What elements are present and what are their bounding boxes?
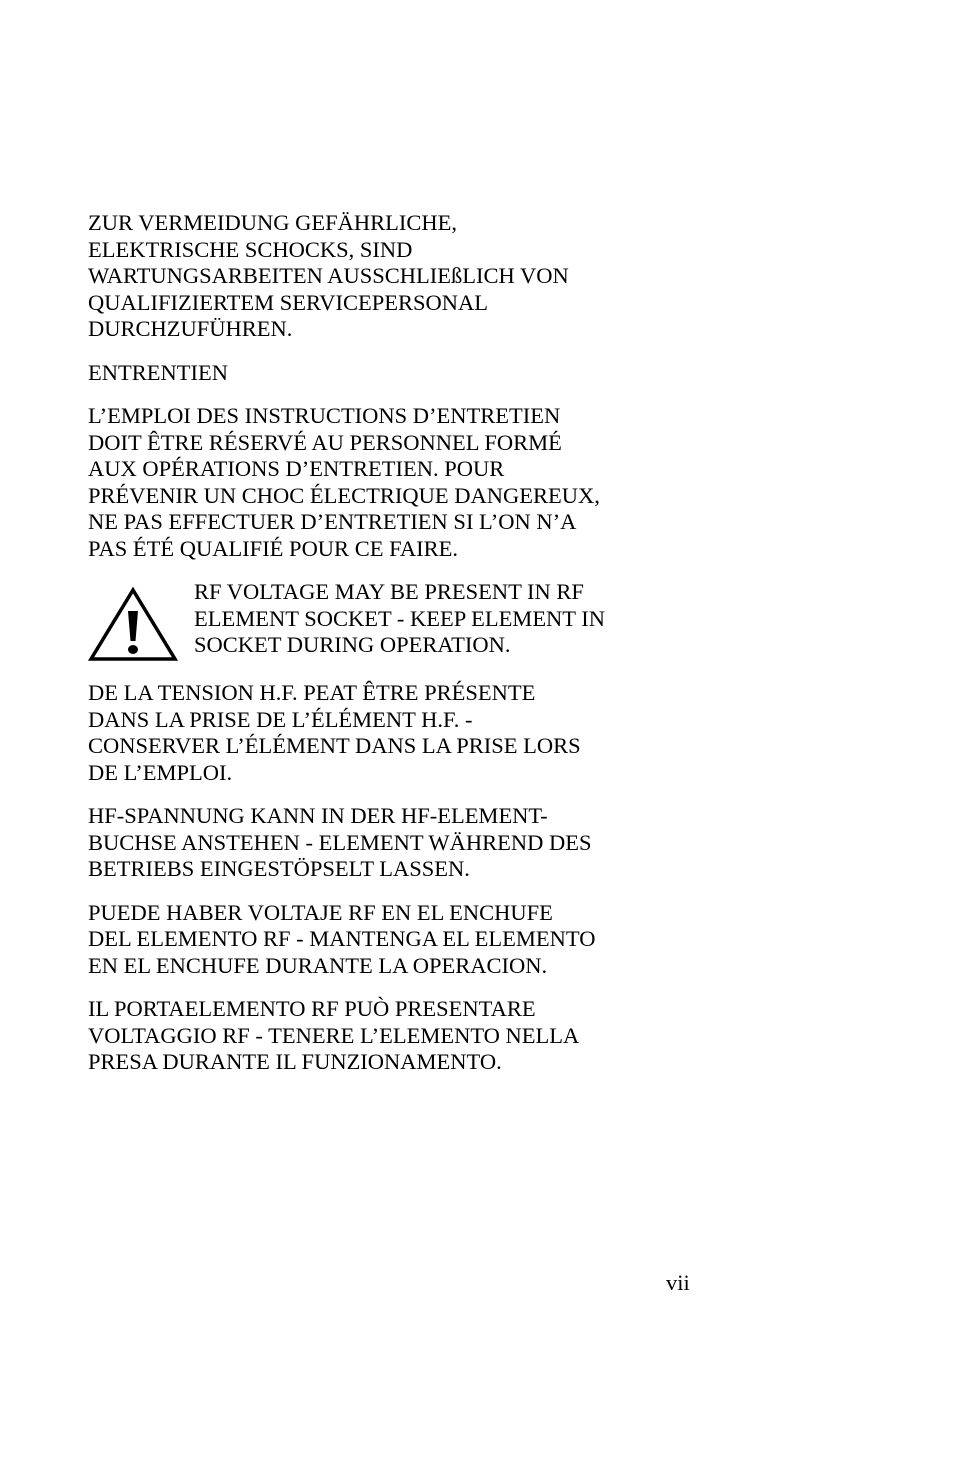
paragraph-german-service-warning: ZUR VERMEIDUNG GEFÄHRLICHE, ELEKTRISCHE SCHOCKS, SIND WARTUNGSARBEITEN AUSSCHLIEßLICH VON QUALIFIZIERTEM SERVICEPERSONAL DURCHZUFÜHREN. (88, 210, 569, 341)
paragraph-french-rf-warning: DE LA TENSION H.F. PEAT ÊTRE PRÉSENTE DANS LA PRISE DE L’ÉLÉMENT H.F. - CONSERVER L’ÉLÉMENT DANS LA PRISE LORS DE L’EMPLOI. (88, 680, 581, 785)
paragraph-italian-rf-warning: IL PORTAELEMENTO RF PUÒ PRESENTARE VOLTAGGIO RF - TENERE L’ELEMENTO NELLA PRESA DURANTE IL FUNZIONAMENTO. (88, 996, 580, 1074)
paragraph-german-rf-warning: HF-SPANNUNG KANN IN DER HF-ELEMENT- BUCHSE ANSTEHEN - ELEMENT WÄHREND DES BETRIEBS EINGESTÖPSELT LASSEN. (88, 803, 592, 881)
paragraph-spanish-rf-warning: PUEDE HABER VOLTAJE RF EN EL ENCHUFE DEL ELEMENTO RF - MANTENGA EL ELEMENTO EN EL ENCHUFE DURANTE LA OPERACION. (88, 899, 596, 978)
page-content (88, 210, 698, 1093)
warning-triangle-icon (88, 587, 178, 663)
paragraph-french-service-warning: L’EMPLOI DES INSTRUCTIONS D’ENTRETIEN DOIT ÊTRE RÉSERVÉ AU PERSONNEL FORMÉ AUX OPÉRATIONS D’ENTRETIEN. POUR PRÉVENIR UN CHOC ÉLECTRIQUE DANGEREUX, NE PAS EFFECTUER D’ENTRETIEN SI L’ON N’A PAS ÉTÉ QUALIFIÉ POUR CE FAIRE. (88, 403, 600, 561)
rf-voltage-warning (88, 579, 698, 663)
page-number: vii (666, 1270, 690, 1295)
warning-text: RF VOLTAGE MAY BE PRESENT IN RF ELEMENT SOCKET - KEEP ELEMENT IN SOCKET DURING OPERATION. (194, 579, 606, 657)
paragraph-entretien-heading: ENTRENTIEN (88, 359, 228, 385)
